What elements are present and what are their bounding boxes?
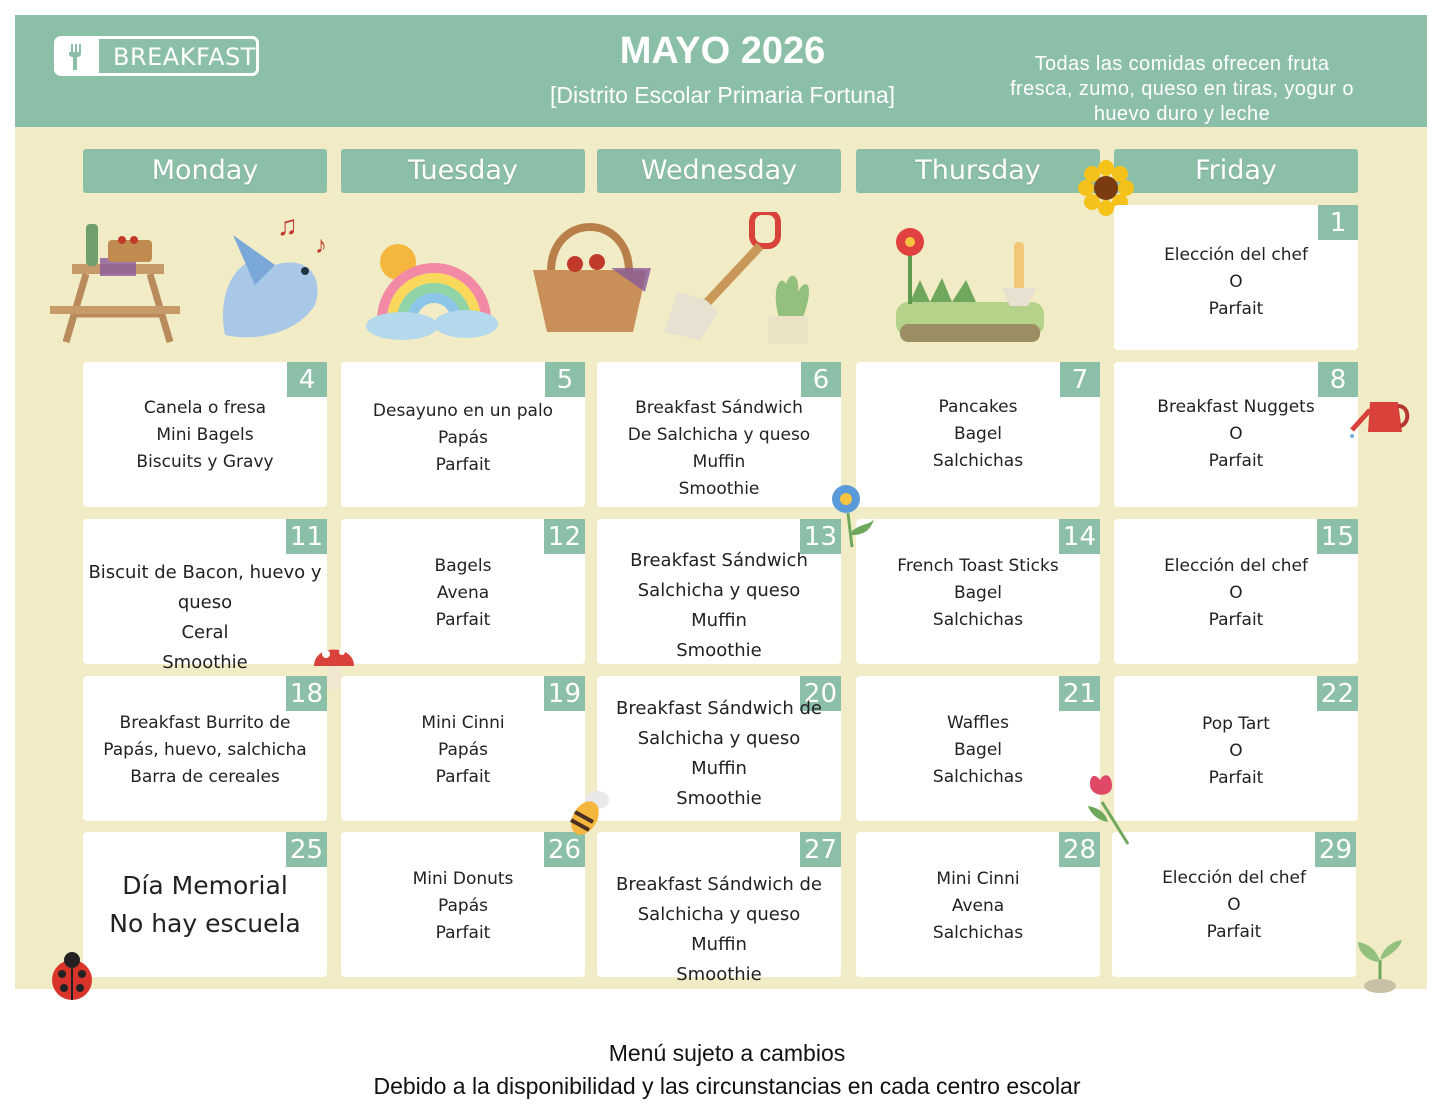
menu-item: Parfait [1208,768,1264,788]
menu-item: Parfait [1206,922,1262,942]
menu-item: Muffin [691,610,747,631]
calendar-cell-14 [856,519,1100,664]
breakfast-logo [54,36,259,76]
menu-item: Breakfast Sándwich de [616,874,822,895]
menu-item: Salchicha y queso [637,904,801,925]
menu-item: Smoothie [678,479,760,499]
menu-items [1114,711,1358,792]
menu-item: Parfait [1208,451,1264,471]
menu-items [597,694,841,814]
sprout-icon [1352,936,1408,996]
date-number: 29 [1315,832,1356,867]
date-number: 20 [800,676,841,711]
menu-item: O [1229,424,1243,444]
menu-item: Papás [438,428,488,448]
menu-item: O [1229,741,1243,761]
menu-item: Breakfast Nuggets [1157,397,1315,417]
date-number: 7 [1060,362,1100,397]
date-number: 1 [1318,205,1358,240]
picnic-basket-icon [525,212,655,337]
menu-item: Elección del chef [1164,556,1308,576]
date-number: 25 [286,832,327,867]
date-number: 15 [1317,519,1358,554]
menu-item: Parfait [1208,610,1264,630]
day-header-wednesday: Wednesday [597,149,841,193]
date-number: 14 [1059,519,1100,554]
menu-items [1114,242,1358,323]
menu-item: Pop Tart [1202,714,1270,734]
menu-item: Parfait [435,455,491,475]
menu-item: Mini Cinni [936,869,1020,889]
menu-item: Bagels [434,556,492,576]
calendar-cell-13 [597,519,841,664]
page-title: MAYO 2026 [619,30,826,72]
menu-item: Bagel [953,583,1003,603]
date-number: 21 [1059,676,1100,711]
date-number: 22 [1317,676,1358,711]
date-number: 5 [545,362,585,397]
tulip-icon [1082,772,1132,846]
menu-item: Mini Cinni [421,713,505,733]
date-number: 12 [544,519,585,554]
footer-disclaimer: Debido a la disponibilidad y las circunstancias en cada centro escolar [373,1073,1081,1099]
blue-flower-icon [826,483,876,549]
calendar-cell-21 [856,676,1100,821]
menu-item: Muffin [691,758,747,779]
picnic-table-icon [46,216,186,346]
menu-items [341,866,585,947]
calendar-cell-12 [341,519,585,664]
bluebird-icon [205,205,340,345]
menu-items [856,866,1100,947]
menu-items [341,710,585,791]
menu-item: Elección del chef [1162,868,1306,888]
menu-item: Avena [951,896,1005,916]
date-number: 8 [1318,362,1358,397]
menu-item: Parfait [435,923,491,943]
menu-item: Mini Donuts [412,869,514,889]
menu-items [1114,553,1358,634]
menu-item: Salchichas [932,610,1024,630]
menu-items [597,395,841,503]
fork-icon [57,39,99,73]
ladybug-icon [44,950,100,1004]
flower-garden-icon [890,222,1050,347]
menu-item: O [1227,895,1241,915]
menu-item: Salchichas [932,451,1024,471]
menu-item: Breakfast Sándwich de [616,698,822,719]
district-subtitle: [Distrito Escolar Primaria Fortuna] [549,82,896,108]
menu-items [597,870,841,990]
calendar-cell-1 [1114,205,1358,350]
menu-items [856,553,1100,634]
menu-item: Desayuno en un palo [372,401,554,421]
date-number: 26 [544,832,585,867]
menu-items [856,394,1100,475]
menu-items [341,553,585,634]
shovel-icon [660,212,820,347]
menu-item: Smoothie [676,788,762,809]
menu-items [341,398,585,479]
menu-item: Papás [438,896,488,916]
menu-item: De Salchicha y queso [627,425,811,445]
menu-items [856,710,1100,791]
menu-items [1114,394,1358,475]
calendar-cell-29 [1112,832,1356,977]
menu-item: O [1229,583,1243,603]
menu-item: Breakfast Sándwich [635,398,803,418]
menu-items [1112,865,1356,946]
menu-item: Salchicha y queso [637,580,801,601]
calendar-cell-5 [341,362,585,507]
date-number: 27 [800,832,841,867]
menu-item: Biscuits y Gravy [136,452,274,472]
svg-text:♪: ♪ [315,232,327,259]
menu-item: Bagel [953,424,1003,444]
menu-item: French Toast Sticks [897,556,1059,576]
day-header-tuesday: Tuesday [341,149,585,193]
menu-item: Muffin [692,452,746,472]
menu-items [83,710,327,791]
menu-item: Barra de cereales [130,767,280,787]
meal-note: Todas las comidas ofrecen fruta fresca, zumo, queso en tiras, yogur o huevo duro y leche [1010,53,1354,125]
calendar-cell-7 [856,362,1100,507]
date-number: 28 [1059,832,1100,867]
date-number: 4 [287,362,327,397]
menu-item: Salchichas [932,923,1024,943]
day-header-monday: Monday [83,149,327,193]
menu-item: Breakfast Burrito de [119,713,291,733]
date-number: 19 [544,676,585,711]
calendar-cell-4 [83,362,327,507]
menu-item: Avena [436,583,490,603]
date-number: 6 [801,362,841,397]
calendar-cell-20 [597,676,841,821]
calendar-cell-26 [341,832,585,977]
date-number: 11 [286,519,327,554]
rainbow-icon [362,232,502,342]
calendar-cell-25 [83,832,327,977]
calendar-cell-6 [597,362,841,507]
menu-items [83,395,327,476]
menu-item: Papás, huevo, salchicha [103,740,307,760]
menu-item: Muffin [691,934,747,955]
day-header-friday: Friday [1114,149,1358,193]
bee-icon [563,786,613,842]
menu-item: Elección del chef [1164,245,1308,265]
calendar-cell-11 [83,519,327,673]
menu-item: No hay escuela [109,909,301,938]
menu-item: Ceral [181,622,229,643]
calendar-cell-8 [1114,362,1358,507]
menu-item: queso [177,592,233,613]
menu-item: Bagel [953,740,1003,760]
menu-item: Parfait [435,767,491,787]
calendar-cell-27 [597,832,841,985]
menu-item: Papás [438,740,488,760]
calendar-cell-22 [1114,676,1358,821]
watering-can-icon [1348,388,1410,444]
date-number: 18 [286,676,327,711]
menu-items [597,546,841,666]
menu-item: Parfait [1208,299,1264,319]
menu-item: Smoothie [162,652,248,673]
calendar-cell-18 [83,676,327,821]
menu-item: Smoothie [676,640,762,661]
menu-item: Salchichas [932,767,1024,787]
calendar-cell-28 [856,832,1100,977]
menu-item: Smoothie [676,964,762,985]
menu-item: Mini Bagels [156,425,254,445]
day-header-thursday: Thursday [856,149,1100,193]
menu-item: Pancakes [938,397,1018,417]
menu-item: Parfait [435,610,491,630]
menu-item: Waffles [947,713,1009,733]
mushroom-icon [310,640,358,696]
menu-items [83,558,327,678]
menu-item: Breakfast Sándwich [630,550,808,571]
menu-item: O [1229,272,1243,292]
logo-text: BREAKFAST [113,43,256,71]
calendar-cell-19 [341,676,585,821]
menu-items [83,867,327,943]
menu-item: Día Memorial [122,871,288,900]
menu-item: Canela o fresa [143,398,267,418]
menu-item: Salchicha y queso [637,728,801,749]
footer-note: Menú sujeto a cambios [608,1040,846,1066]
svg-text:♫: ♫ [277,210,298,241]
calendar-cell-15 [1114,519,1358,664]
menu-item: Biscuit de Bacon, huevo y [88,562,322,583]
date-number: 13 [800,519,841,554]
